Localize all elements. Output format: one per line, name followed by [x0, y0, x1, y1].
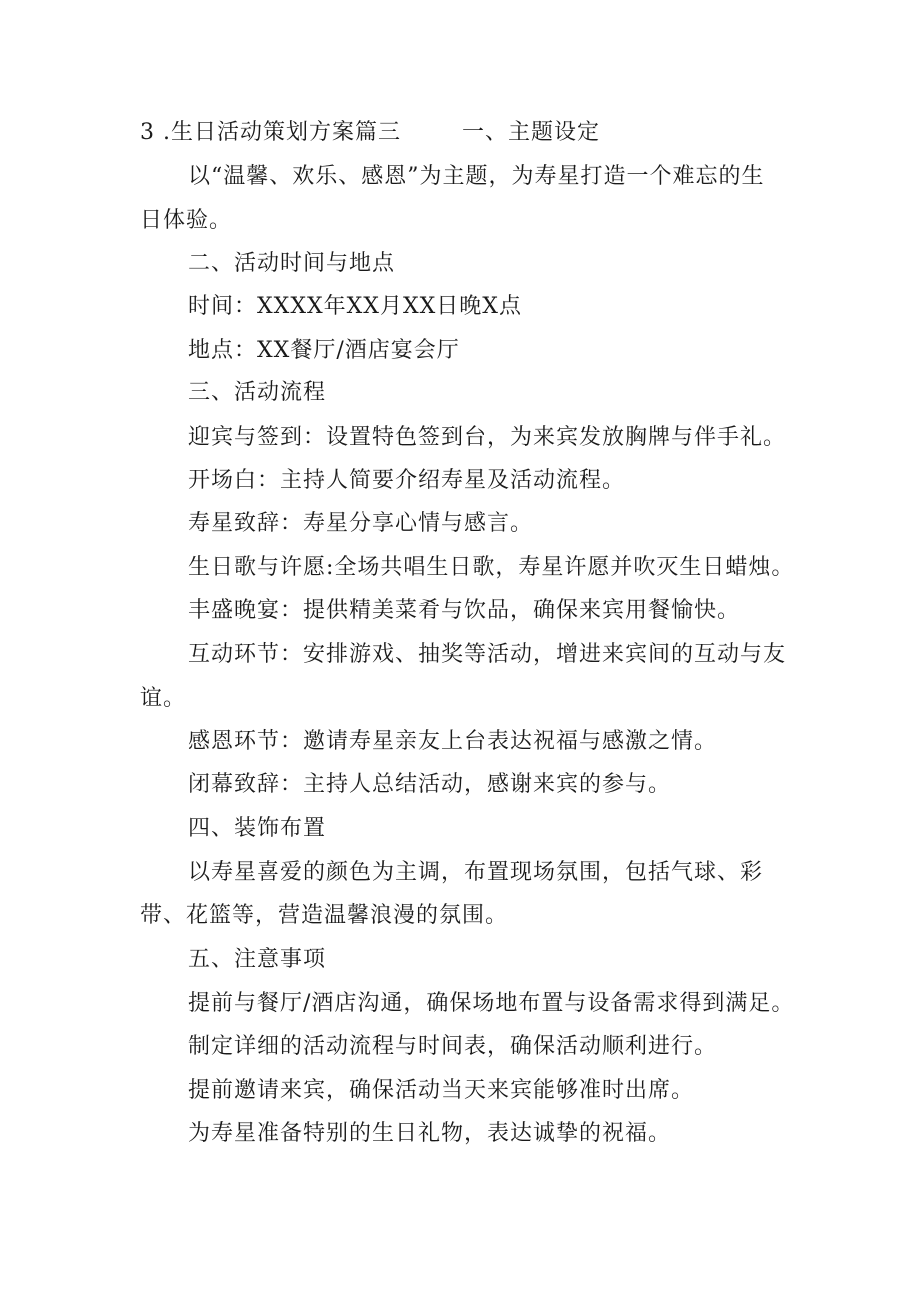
- time-line: 时间：XXXX年XX月XX日晚X点: [188, 294, 522, 319]
- list-item: 闭幕致辞：主持人总结活动，感谢来宾的参与。: [188, 772, 672, 797]
- list-item: 为寿星准备特别的生日礼物，表达诚挚的祝福。: [188, 1121, 672, 1146]
- list-item: 丰盛晚宴：提供精美菜肴与饮品，确保来宾用餐愉快。: [188, 598, 741, 623]
- list-item: 提前与餐厅/酒店沟通，确保场地布置与设备需求得到满足。: [188, 991, 795, 1016]
- list-item: 制定详细的活动流程与时间表，确保活动顺利进行。: [188, 1034, 718, 1059]
- place-line: 地点：XX餐厅/酒店宴会厅: [188, 338, 460, 363]
- section-heading-time-place: 二、活动时间与地点: [188, 251, 396, 276]
- paragraph-line: 带、花篮等，营造温馨浪漫的氛围。: [140, 903, 509, 928]
- list-item: 提前邀请来宾，确保活动当天来宾能够准时出席。: [188, 1078, 695, 1103]
- section-heading-notes: 五、注意事项: [188, 947, 327, 972]
- list-item: 开场白：主持人简要介绍寿星及活动流程。: [188, 468, 626, 493]
- list-item: 感恩环节：邀请寿星亲友上台表达祝福与感激之情。: [188, 729, 718, 754]
- section-heading-theme: 一、主题设定: [462, 120, 601, 145]
- paragraph-line: 日体验。: [140, 208, 233, 233]
- section-heading-process: 三、活动流程: [188, 380, 327, 405]
- paragraph-line: 以“温馨、欢乐、感恩”为主题，为寿星打造一个难忘的生: [188, 164, 765, 189]
- paragraph-line: 以寿星喜爱的颜色为主调，布置现场氛围，包括气球、彩: [188, 860, 764, 885]
- list-item: 寿星致辞：寿星分享心情与感言。: [188, 511, 534, 536]
- list-item-continuation: 谊。: [140, 686, 187, 711]
- list-item: 生日歌与许愿:全场共唱生日歌，寿星许愿并吹灭生日蜡烛。: [188, 555, 795, 580]
- document-title: 3 .生日活动策划方案篇三: [140, 120, 401, 145]
- list-item: 互动环节：安排游戏、抽奖等活动，增进来宾间的互动与友: [188, 642, 787, 667]
- section-heading-decoration: 四、装饰布置: [188, 816, 327, 841]
- list-item: 迎宾与签到：设置特色签到台，为来宾发放胸牌与伴手礼。: [188, 425, 787, 450]
